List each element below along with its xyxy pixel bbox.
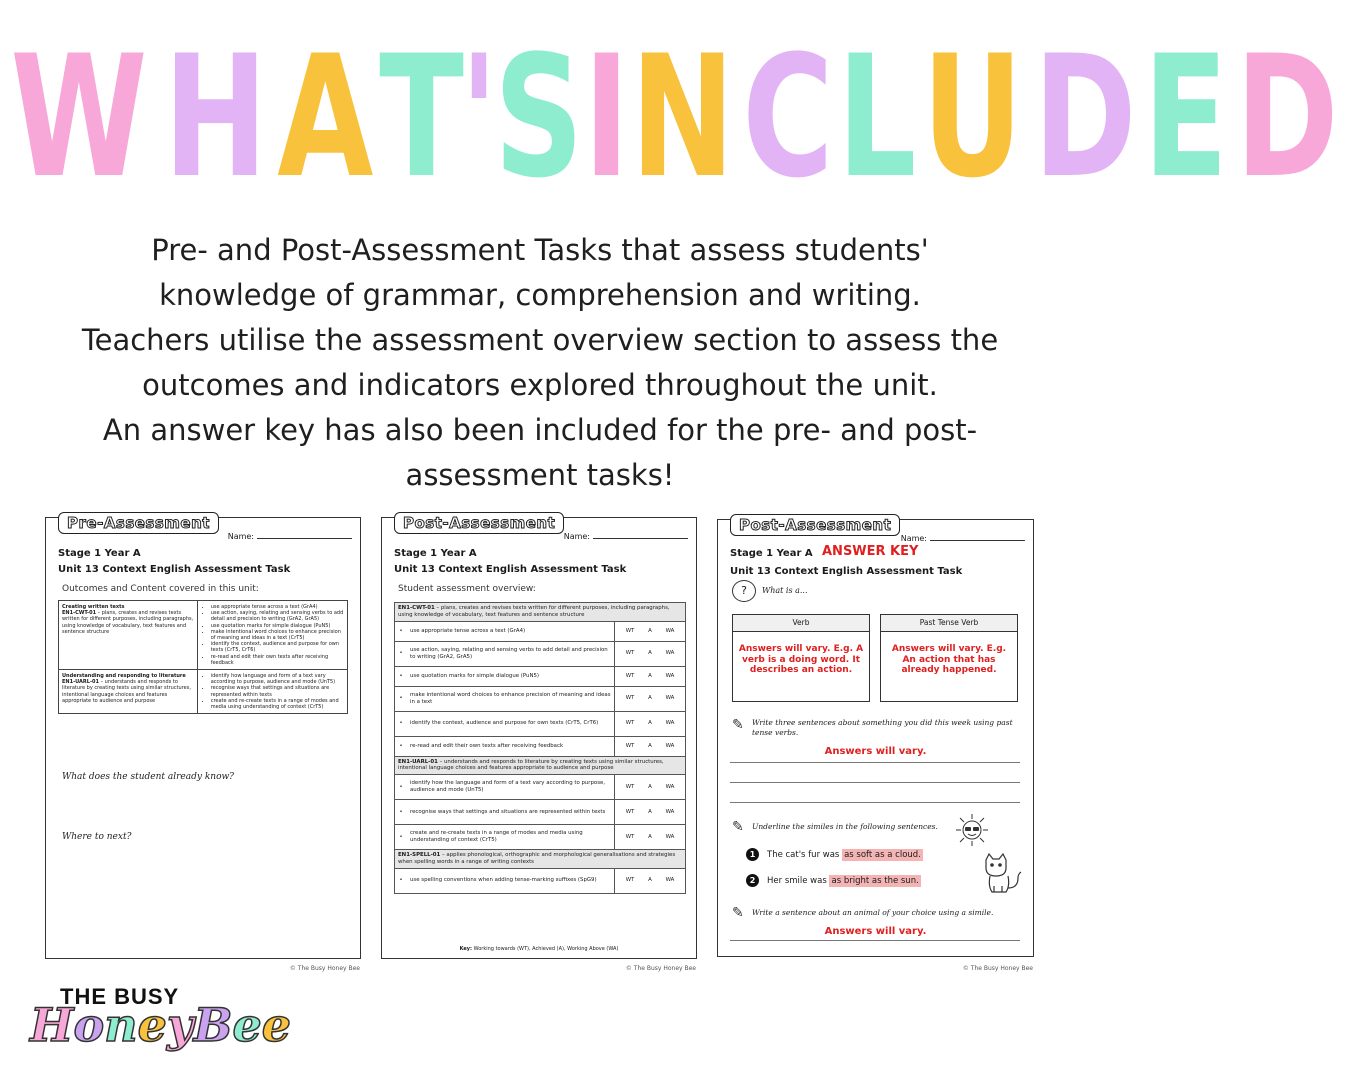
- rating-cell: [615, 711, 686, 736]
- description-line: Teachers utilise the assessment overview section to assess the: [81, 323, 999, 357]
- stage-label: Stage 1 Year A: [394, 548, 477, 559]
- title-letter: T: [379, 19, 466, 215]
- list-item: • create and re-create texts in a range of modes and media using understanding of context (CrT5): [211, 698, 344, 710]
- rating-label: WA: [665, 742, 675, 749]
- section-text: – understands and responds to literature by creating texts using similar structures, intentional language choices and features appropriate to audience and purpose: [398, 758, 664, 772]
- copyright: © The Busy Honey Bee: [962, 965, 1033, 972]
- title-letter: L: [837, 19, 919, 215]
- writing-line: [730, 762, 1020, 763]
- name-field: [228, 532, 352, 541]
- rating-label: WA: [665, 877, 675, 884]
- stage-label: Stage 1 Year A: [58, 548, 141, 559]
- simile-highlight: as bright as the sun.: [831, 876, 919, 886]
- title-letter: E: [1143, 19, 1230, 215]
- indicator-text: identify the context, audience and purpose for own texts (CrT5, CrT6): [407, 711, 615, 736]
- list-item: • make intentional word choices to enhance precision of meaning and ideas in a text (CrT5): [211, 629, 344, 641]
- page-tab-title: Post-Assessment: [394, 512, 564, 534]
- rating-label: WT: [625, 833, 635, 840]
- instruction-animal: Write a sentence about an animal of your choice using a simile.: [752, 908, 994, 917]
- rating-key: [382, 946, 696, 952]
- rating-label: A: [648, 627, 652, 634]
- title-letter: D: [1235, 19, 1341, 215]
- outcome-text: – plans, creates and revises texts written for different purposes, including paragraphs, using knowledge of vocabulary, text features and sentence structure: [62, 610, 194, 635]
- key-label: Key:: [459, 946, 472, 952]
- post-assessment-page: [381, 514, 697, 972]
- pencil-icon: ✎: [732, 819, 744, 835]
- list-item: • use quotation marks for simple dialogue (PuN5): [211, 623, 344, 629]
- rating-cell: [615, 736, 686, 756]
- rating-cell: [615, 641, 686, 666]
- title-letter: W: [10, 19, 149, 215]
- name-field: [564, 532, 688, 541]
- rating-label: WA: [665, 720, 675, 727]
- rating-label: A: [648, 672, 652, 679]
- page-tab-title: Pre-Assessment: [58, 512, 219, 534]
- description-line: An answer key has also been included for the pre- and post-: [102, 413, 978, 447]
- instruction-similes: Underline the similes in the following sentences.: [752, 822, 938, 831]
- rating-label: A: [648, 650, 652, 657]
- writing-line: [730, 802, 1020, 803]
- logo-line-2: [30, 998, 291, 1052]
- indicator-text: use spelling conventions when adding tense-marking suffixes (SpG9): [407, 868, 615, 893]
- copyright: © The Busy Honey Bee: [625, 965, 696, 972]
- outcome-code: EN1-UARL-01: [62, 679, 99, 686]
- table-row: • create and re-create texts in a range of modes and media using understanding of context (CrT5) WT A WA: [395, 825, 686, 850]
- rating-cell: [615, 621, 686, 641]
- description-line: assessment tasks!: [405, 458, 675, 492]
- name-label: Name:: [900, 534, 927, 543]
- section-code: EN1-SPELL-01: [398, 852, 441, 859]
- logo-letter: y: [166, 998, 194, 1052]
- past-tense-box-answer: Answers will vary. E.g. An action that has already happened.: [891, 644, 1007, 675]
- pencil-icon: ✎: [732, 717, 744, 733]
- verb-box: [732, 614, 870, 702]
- name-label: Name:: [563, 532, 590, 541]
- brand-logo: [28, 980, 292, 1070]
- instruction-sentences: Write three sentences about something you did this week using past tense verbs.: [752, 718, 1013, 737]
- table-row: • re-read and edit their own texts after receiving feedback WT A WA: [395, 736, 686, 756]
- logo-letter: e: [261, 998, 292, 1052]
- rating-label: WT: [625, 808, 635, 815]
- section-code: EN1-CWT-01: [398, 605, 435, 611]
- rating-label: WA: [665, 695, 675, 702]
- answer-key-label: ANSWER KEY: [822, 544, 919, 559]
- indicator-text: use action, saying, relating and sensing verbs to add detail and precision to writing (GrA2, GrA5): [407, 641, 615, 666]
- question-speech-icon: ?: [732, 580, 756, 602]
- answer-sentences: Answers will vary.: [824, 746, 927, 757]
- verb-box-answer: Answers will vary. E.g. A verb is a doing word. It describes an action.: [738, 644, 864, 675]
- table-row: • use appropriate tense across a text (GrA4) WT A WA: [395, 621, 686, 641]
- rating-label: A: [648, 720, 652, 727]
- simile-sentence-1: [746, 848, 923, 861]
- rating-label: WA: [665, 627, 675, 634]
- title-letter: N: [630, 19, 736, 215]
- rating-label: WT: [625, 877, 635, 884]
- question-where-next: Where to next?: [62, 832, 132, 842]
- logo-letter: e: [232, 998, 262, 1052]
- rating-cell: [615, 686, 686, 711]
- section-row: [395, 756, 686, 775]
- key-text: Working towards (WT), Achieved (A), Working Above (WA): [472, 946, 619, 952]
- list-item: • recognise ways that settings and situations are represented within texts: [211, 685, 344, 697]
- indicator-text: re-read and edit their own texts after receiving feedback: [407, 736, 615, 756]
- table-row: [59, 601, 348, 670]
- table-row: • identify the context, audience and purpose for own texts (CrT5, CrT6) WT A WA: [395, 711, 686, 736]
- outcome-title: Understanding and responding to literature: [62, 673, 186, 680]
- rating-label: A: [648, 833, 652, 840]
- page-title: [0, 19, 1341, 215]
- title-letter: A: [277, 19, 375, 215]
- simile-text: The cat's fur was: [767, 850, 843, 860]
- logo-letter: B: [193, 998, 233, 1052]
- description-line: Pre- and Post-Assessment Tasks that assess students': [151, 233, 929, 267]
- table-row: • recognise ways that settings and situations are represented within texts WT A WA: [395, 800, 686, 825]
- indicator-text: create and re-create texts in a range of modes and media using understanding of context (CrT5): [407, 825, 615, 850]
- simile-highlight: as soft as a cloud.: [844, 850, 921, 860]
- cat-icon: [980, 852, 1024, 894]
- simile-text: Her smile was: [767, 876, 830, 886]
- table-row: • identify how the language and form of a text vary according to purpose, audience and mode (UnT5) WT A WA: [395, 775, 686, 800]
- rating-label: WT: [625, 742, 635, 749]
- list-item: • identify how language and form of a text vary according to purpose, audience and mode (UnT5): [211, 673, 344, 685]
- rating-label: WA: [665, 783, 675, 790]
- indicator-text: make intentional word choices to enhance precision of meaning and ideas in a text: [407, 686, 615, 711]
- section-row: [395, 850, 686, 869]
- title-letter: S: [493, 19, 586, 215]
- table-row: • use action, saying, relating and sensing verbs to add detail and precision to writing (GrA2, GrA5) WT A WA: [395, 641, 686, 666]
- writing-line: [730, 782, 1020, 783]
- logo-line-1: THE BUSY: [60, 984, 180, 1009]
- past-tense-box: [880, 614, 1018, 702]
- list-item: • use appropriate tense across a text (GrA4): [211, 604, 344, 610]
- pre-assessment-page: [45, 514, 361, 972]
- outcomes-subhead: Outcomes and Content covered in this unit:: [62, 584, 259, 594]
- rating-label: WA: [665, 808, 675, 815]
- table-row: • make intentional word choices to enhance precision of meaning and ideas in a text WT A WA: [395, 686, 686, 711]
- stage-label: Stage 1 Year A: [730, 548, 813, 559]
- rating-label: WT: [625, 695, 635, 702]
- outcome-text: – understands and responds to literature by creating texts using similar structures, intentional language choices and features appropriate to audience and purpose: [62, 679, 191, 704]
- simile-sentence-2: [746, 874, 921, 887]
- answer-key-page: [717, 516, 1034, 972]
- name-label: Name:: [227, 532, 254, 541]
- unit-label: Unit 13 Context English Assessment Task: [394, 564, 627, 575]
- description: [60, 228, 1020, 498]
- rating-label: WA: [665, 672, 675, 679]
- table-row: • use quotation marks for simple dialogue (PuN5) WT A WA: [395, 666, 686, 686]
- logo-letter: e: [137, 998, 167, 1052]
- rating-label: WT: [625, 720, 635, 727]
- title-letter: H: [163, 19, 270, 215]
- rating-label: WT: [625, 672, 635, 679]
- list-item: • re-read and edit their own texts after receiving feedback: [211, 654, 344, 666]
- copyright: © The Busy Honey Bee: [289, 965, 360, 972]
- description-line: knowledge of grammar, comprehension and writing.: [159, 278, 921, 312]
- section-code: EN1-UARL-01: [398, 758, 438, 765]
- rating-cell: [615, 666, 686, 686]
- what-is-label: What is a...: [762, 586, 808, 595]
- title-letter: U: [922, 19, 1025, 215]
- table-row: [59, 670, 348, 714]
- rating-label: WT: [625, 783, 635, 790]
- rating-label: WT: [625, 650, 635, 657]
- rating-label: A: [648, 877, 652, 884]
- rating-label: WA: [665, 833, 675, 840]
- rating-cell: [615, 775, 686, 800]
- description-line: outcomes and indicators explored throughout the unit.: [142, 368, 938, 402]
- rating-label: A: [648, 808, 652, 815]
- past-tense-box-header: Past Tense Verb: [881, 615, 1017, 632]
- logo-letter: H: [30, 998, 74, 1052]
- section-text: – plans, creates and revises texts written for different purposes, including paragraphs, using knowledge of vocabulary, text features and sentence structure: [398, 605, 670, 618]
- number-badge: 1: [746, 848, 759, 861]
- indicator-text: recognise ways that settings and situations are represented within texts: [407, 800, 615, 825]
- unit-label: Unit 13 Context English Assessment Task: [730, 566, 963, 577]
- list-item: • use action, saying, relating and sensing verbs to add detail and precision to writing (GrA2, GrA5): [211, 610, 344, 622]
- title-letter: D: [1033, 19, 1138, 215]
- verb-box-header: Verb: [733, 615, 869, 632]
- logo-letter: o: [73, 998, 105, 1052]
- title-letter: ': [459, 19, 500, 215]
- name-field: [901, 534, 1025, 543]
- question-already-know: What does the student already know?: [62, 772, 235, 782]
- indicator-text: use quotation marks for simple dialogue (PuN5): [407, 666, 615, 686]
- rating-cell: [615, 868, 686, 893]
- number-badge: 2: [746, 874, 759, 887]
- rating-label: WA: [665, 650, 675, 657]
- writing-line: [730, 940, 1020, 941]
- logo-letter: n: [104, 998, 138, 1052]
- overview-subhead: Student assessment overview:: [398, 584, 536, 594]
- title-letter: I: [583, 19, 632, 215]
- section-text: – applies phonological, orthographic and morphological generalisations and strategies when spelling words in a range of writing contexts: [398, 852, 676, 865]
- sun-with-sunglasses-icon: [954, 812, 990, 848]
- rating-cell: [615, 800, 686, 825]
- indicator-text: identify how the language and form of a text vary according to purpose, audience and mode (UnT5): [407, 775, 615, 800]
- outcome-title: Creating written texts: [62, 604, 125, 610]
- rating-label: A: [648, 742, 652, 749]
- section-row: [395, 603, 686, 622]
- outcome-code: EN1-CWT-01: [62, 610, 97, 617]
- outcomes-table: [58, 600, 348, 714]
- rating-label: A: [648, 695, 652, 702]
- list-item: • identify the context, audience and purpose for own texts (CrT5, CrT6): [211, 641, 344, 653]
- answer-animal: Answers will vary.: [824, 926, 927, 937]
- rating-label: WT: [625, 627, 635, 634]
- table-row: • use spelling conventions when adding tense-marking suffixes (SpG9) WT A WA: [395, 868, 686, 893]
- assessment-overview-table: [394, 602, 686, 894]
- title-letter: C: [742, 19, 836, 215]
- rating-label: A: [648, 783, 652, 790]
- page-tab-title: Post-Assessment: [730, 514, 900, 536]
- unit-label: Unit 13 Context English Assessment Task: [58, 564, 291, 575]
- pencil-icon: ✎: [732, 905, 744, 921]
- indicator-text: use appropriate tense across a text (GrA4): [407, 621, 615, 641]
- rating-cell: [615, 825, 686, 850]
